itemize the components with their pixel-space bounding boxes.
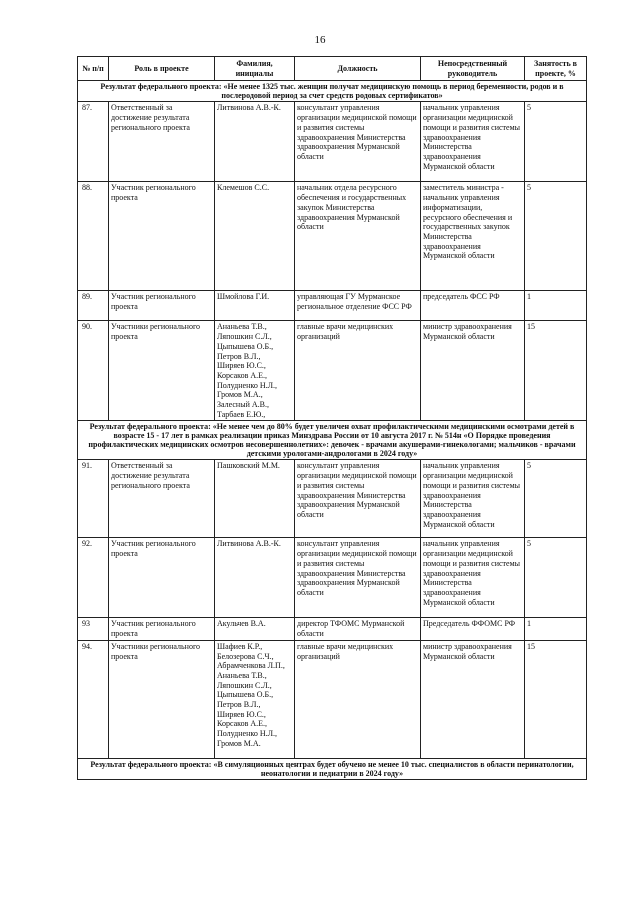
row-load: 5 [525,460,587,538]
table-row [78,460,587,538]
row-supervisor: начальник управления организации медицинской помощи и развития системы здравоохранения Министерства здравоохранения Мурманской области [421,102,525,182]
row-role: Участник регионального проекта [109,618,215,640]
row-supervisor: Председатель ФФОМС РФ [421,618,525,640]
row-load: 1 [525,291,587,321]
row-name: Акульчев В.А. [215,618,295,640]
row-number: 91. [78,460,109,538]
row-supervisor: заместитель министра - начальник управления информатизации, ресурсного обеспечения и государственных закупок Министерства здравоохранения Мурманской области [421,182,525,291]
page-number: 16 [314,34,326,46]
table-row [78,321,587,421]
row-number: 93 [78,618,109,640]
result-row [78,758,587,779]
table-row [78,640,587,758]
row-supervisor: председатель ФСС РФ [421,291,525,321]
row-name: Пашковский М.М. [215,460,295,538]
row-position: консультант управления организации медицинской помощи и развития системы здравоохранения Министерства здравоохранения Мурманской области [295,460,421,538]
row-position: консультант управления организации медицинской помощи и развития системы здравоохранения Министерства здравоохранения Мурманской области [295,538,421,618]
row-number: 89. [78,291,109,321]
table-row [78,618,587,640]
row-name: Клемешов С.С. [215,182,295,291]
header-supervisor: Непосредственный руководитель [421,57,525,81]
row-supervisor: начальник управления организации медицинской помощи и развития системы здравоохранения Министерства здравоохранения Мурманской области [421,538,525,618]
header-role: Роль в проекте [109,57,215,81]
row-number: 88. [78,182,109,291]
row-role: Участники регионального проекта [109,321,215,421]
row-name: Литвинова А.В.-К. [215,102,295,182]
row-position: директор ТФОМС Мурманской области [295,618,421,640]
result-row [78,81,587,102]
row-number: 87. [78,102,109,182]
table-row [78,291,587,321]
header-position: Должность [295,57,421,81]
row-load: 15 [525,640,587,758]
result-text: Результат федерального проекта: «Не менее 1325 тыс. женщин получат медицинскую помощь в период беременности, родов и в послеродовой период за счет средств родовых сертификатов» [78,81,587,102]
result-row [78,421,587,460]
row-position: главные врачи медицинских организаций [295,321,421,421]
row-position: управляющая ГУ Мурманское региональное отделение ФСС РФ [295,291,421,321]
project-participants-table [77,56,587,780]
row-role: Участник регионального проекта [109,182,215,291]
row-load: 5 [525,538,587,618]
row-supervisor: министр здравоохранения Мурманской области [421,321,525,421]
row-number: 92. [78,538,109,618]
row-name: Ананьева Т.В., Ляпошкин С.Л., Цыпышева О.Б., Петров В.Л., Ширяев Ю.С., Корсаков А.Е., Полудненко Н.Л., Громов М.А., Залесный А.В., Тарбаев Е.Ю., [215,321,295,421]
row-load: 15 [525,321,587,421]
row-supervisor: начальник управления организации медицинской помощи и развития системы здравоохранения Министерства здравоохранения Мурманской области [421,460,525,538]
row-number: 94. [78,640,109,758]
row-load: 5 [525,182,587,291]
table-row [78,182,587,291]
row-supervisor: министр здравоохранения Мурманской области [421,640,525,758]
row-position: начальник отдела ресурсного обеспечения и государственных закупок Министерства здравоохранения Мурманской области [295,182,421,291]
row-role: Ответственный за достижение результата регионального проекта [109,102,215,182]
table-row [78,102,587,182]
header-num: № п/п [78,57,109,81]
row-name: Литвинова А.В.-К. [215,538,295,618]
row-position: консультант управления организации медицинской помощи и развития системы здравоохранения Министерства здравоохранения Мурманской области [295,102,421,182]
header-name: Фамилия, инициалы [215,57,295,81]
row-role: Участник регионального проекта [109,291,215,321]
row-load: 5 [525,102,587,182]
row-role: Ответственный за достижение результата регионального проекта [109,460,215,538]
row-name: Шмойлова Г.И. [215,291,295,321]
row-role: Участник регионального проекта [109,538,215,618]
row-number: 90. [78,321,109,421]
row-name: Шафиев К.Р., Белозерова С.Ч., Абрамченкова Л.П., Ананьева Т.В., Ляпошкин С.Л., Цыпышева О.Б., Петров В.Л., Ширяев Ю.С., Корсаков А.Е., Полудненко Н.Л., Громов М.А. [215,640,295,758]
row-load: 1 [525,618,587,640]
row-position: главные врачи медицинских организаций [295,640,421,758]
result-text: Результат федерального проекта: «В симуляционных центрах будет обучено не менее 10 тыс. специалистов в области перинатологии, неонатологии и педиатрии в 2024 году» [78,758,587,779]
header-load: Занятость в проекте, % [525,57,587,81]
result-text: Результат федерального проекта: «Не менее чем до 80% будет увеличен охват профилактическими медицинскими осмотрами детей в возрасте 15 - 17 лет в рамках реализации приказ Минздрава России от 10 августа 2017 г. № 514н «О Порядке проведения профилактических медицинских осмотров несовершеннолетних»: девочек - врачами акушерами-гинекологами; мальчиков - врачами детскими урологами-андрологами в 2024 году» [78,421,587,460]
row-role: Участники регионального проекта [109,640,215,758]
table-row [78,538,587,618]
table-header-row [78,57,587,81]
